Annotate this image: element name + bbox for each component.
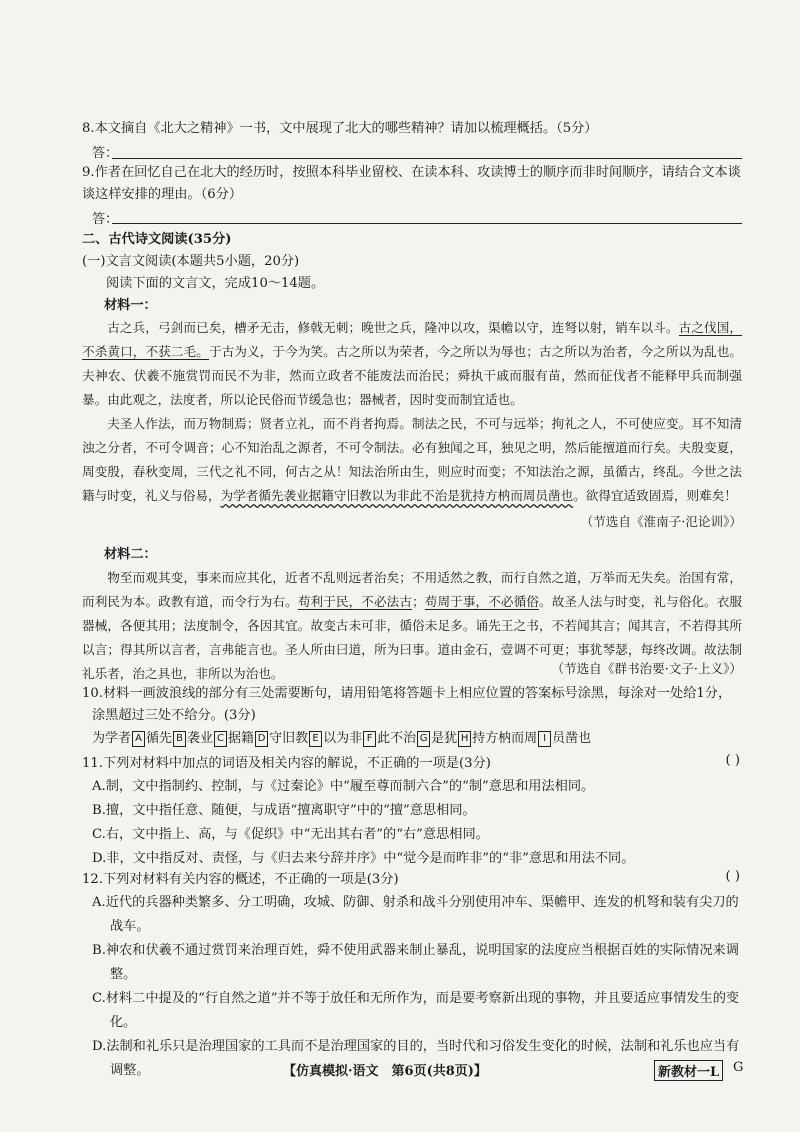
section-title: 二、古代诗文阅读(35分): [82, 232, 232, 247]
segment-text: 以为非: [323, 731, 363, 746]
question-9-line1: 9.作者在回忆自己在北大的经历时，按照本科毕业留校、在读本科、攻读博士的顺序而非时间顺序，请结合文本谈: [82, 165, 741, 180]
question-10-line1: 10.材料一画波浪线的部分有三处需要断句，请用铅笔将答题卡上相应位置的答案标号涂黑，每涂对一处给1分，: [82, 686, 732, 701]
segment-text: 此不治: [377, 731, 417, 746]
m1-p2-text-a: 夫圣人作法，而万物制焉；贤者立礼，而不肖者拘焉。制法之民，不可与远举；拘礼之人，不可使应变。耳不知清浊之分者，不可令调音；心不知治乱之源者，不可令制法。必有独闻之耳，独见之明，然后能擅道而行矣。夫殷变夏，周变殷，春秋变周，三代之礼不同，何古之从！知法治所由生，则应时而变；不知法治之源，虽循古，终乱。今世之法籍与时变，礼义与俗易，: [82, 416, 742, 503]
q11-option-b[interactable]: B.擅，文中指任意、随便，与成语“擅离职守”中的“擅”意思相同。: [92, 803, 476, 818]
m1-p2-text-b: 。欲得宜适致固焉，则难矣！: [573, 488, 737, 503]
question-8: 8.本文摘自《北大之精神》一书，文中展现了北大的哪些精神？请加以梳理概括。（5分）: [82, 121, 598, 136]
material-1-para-1: [82, 316, 742, 412]
option-box-d[interactable]: D: [255, 731, 268, 747]
material-1-source: （节选自《淮南子·氾论训》）: [580, 514, 742, 529]
q12-option-a[interactable]: A.近代的兵器种类繁多、分工明确，攻城、防御、射杀和战斗分别使用冲车、渠幨甲、连发的机弩和装有尖刀的战车。: [92, 895, 739, 934]
q12-option-c[interactable]: C.材料二中提及的“行自然之道”并不等于放任和无所作为，而是要考察新出现的事物，并且要适应事情发生的变化。: [92, 991, 740, 1030]
material-1-text: [82, 316, 742, 508]
segment-text: 据籍: [228, 731, 255, 746]
m2-underlined-1: 苟利于民，不必法古: [297, 594, 413, 609]
m2-text-mid: ；: [412, 594, 425, 609]
segment-text: 守旧教: [269, 731, 309, 746]
question-11-answer-paren[interactable]: ( ): [725, 753, 740, 768]
q12-option-d[interactable]: D.法制和礼乐只是治理国家的工具而不是治理国家的目的，当时代和习俗发生变化的时候，法制和礼乐也应当有调整。: [92, 1039, 740, 1078]
segment-text: 袭业: [187, 731, 214, 746]
answer-line-8[interactable]: [112, 158, 742, 159]
question-10-line2: 涂黑超过三处不给分。(3分): [92, 708, 256, 723]
m2-text-b: 。故圣人法与时变，礼与俗化。衣服器械，各便其用；法度制令，各因其宜。故变古未可非，循俗未足多。诵先王之书，不若闻其言；闻其言，不若得其所以言；得其所以言者，言弗能言也。圣人所由曰道，所为曰事。道由金石，壹调不可更；事犹琴瑟，每终改调。故法制礼乐者，治之具也，非所以为治也。: [82, 594, 743, 681]
reading-instruction: 阅读下面的文言文，完成10～14题。: [106, 276, 325, 291]
option-box-h[interactable]: H: [458, 731, 471, 747]
option-box-i[interactable]: I: [538, 731, 551, 747]
material-2-label: 材料二：: [104, 547, 157, 562]
m1-wavy-line-sentence: 为学者循先袭业据籍守旧教以为非此不治是犹持方枘而周员凿也: [220, 488, 574, 503]
subsection-title: (一)文言文阅读(本题共5小题，20分): [82, 254, 300, 269]
m1-p1-text-a: 古之兵，弓剑而已矣，槽矛无击，修戟无刺；晚世之兵，隆冲以攻，渠幨以守，连弩以射，销车以斗。: [107, 320, 679, 335]
footer-edition-badge: 新教材一L: [654, 1060, 723, 1081]
answer-label-9: 答：: [92, 212, 119, 227]
question-12-answer-paren[interactable]: ( ): [725, 869, 740, 884]
segment-text: 为学者: [92, 731, 132, 746]
question-11-options: [92, 775, 742, 871]
m2-text-a: 物至而观其变，事来而应其化，近者不乱则远者治矣；不用适然之教，而行自然之道，万举而无失矣。治国有常，而利民为本。政教有道，而令行为右。: [82, 570, 742, 609]
m2-underlined-2: 苟周于事，不必循俗: [424, 594, 540, 609]
option-box-c[interactable]: C: [214, 731, 227, 747]
question-9-line2: 谈这样安排的理由。（6分）: [82, 187, 243, 202]
m1-p1-text-b: 于古为义，于今为笑。古之所以为荣者，今之所以为辱也；古之所以为治者，今之所以为乱也。夫神农、伏羲不施赏罚而民不为非，然而立政者不能废法而治民；舜执干戚而服有苗，然而征伐者不能释甲兵而制强暴。由此观之，法度者，所以论民俗而节缓急也；器械者，因时变而制宜适也。: [82, 344, 743, 407]
segment-text: 持方枘而周: [472, 731, 538, 746]
material-1-label: 材料一：: [104, 298, 157, 313]
material-1-para-2: [82, 412, 742, 508]
option-box-e[interactable]: E: [309, 731, 322, 747]
footer-version-letter: G: [733, 1060, 744, 1075]
option-box-a[interactable]: A: [132, 731, 145, 747]
q12-option-b[interactable]: B.神农和伏羲不通过赏罚来治理百姓，舜不使用武器来制止暴乱，说明国家的法度应当根据百姓的实际情况来调整。: [92, 943, 739, 982]
option-box-g[interactable]: G: [417, 731, 430, 747]
answer-line-9[interactable]: [112, 223, 742, 224]
q11-option-a[interactable]: A.制，文中指制约、控制，与《过秦论》中“履至尊而制六合”的“制”意思和用法相同。: [92, 779, 595, 794]
footer-page-info: 【仿真模拟·语文 第6页(共8页)】: [283, 1064, 487, 1079]
question-12-stem: 12.下列对材料有关内容的概述，不正确的一项是(3分): [82, 872, 399, 887]
material-2-source: （节选自《群书治要·文子·上义》）: [551, 661, 742, 676]
segment-text: 员凿也: [552, 731, 592, 746]
option-box-f[interactable]: F: [363, 731, 376, 747]
m1-underlined-sentence: 古之伐国，不杀黄口，不获二毛。: [82, 320, 743, 359]
answer-label-8: 答：: [92, 146, 119, 161]
question-10-segmentation: [92, 727, 591, 747]
question-11-stem: 11.下列对材料中加点的词语及相关内容的解说，不正确的一项是(3分): [82, 756, 491, 771]
segment-text: 循先: [146, 731, 173, 746]
q11-option-d[interactable]: D.非，文中指反对、责怪，与《归去来兮辞并序》中“觉今是而昨非”的“非”意思和用法不同。: [92, 851, 635, 866]
q11-option-c[interactable]: C.右，文中指上、高，与《促织》中“无出其右者”的“右”意思相同。: [92, 827, 489, 842]
question-12-options: [92, 891, 742, 1083]
segment-text: 是犹: [431, 731, 458, 746]
option-box-b[interactable]: B: [173, 731, 186, 747]
